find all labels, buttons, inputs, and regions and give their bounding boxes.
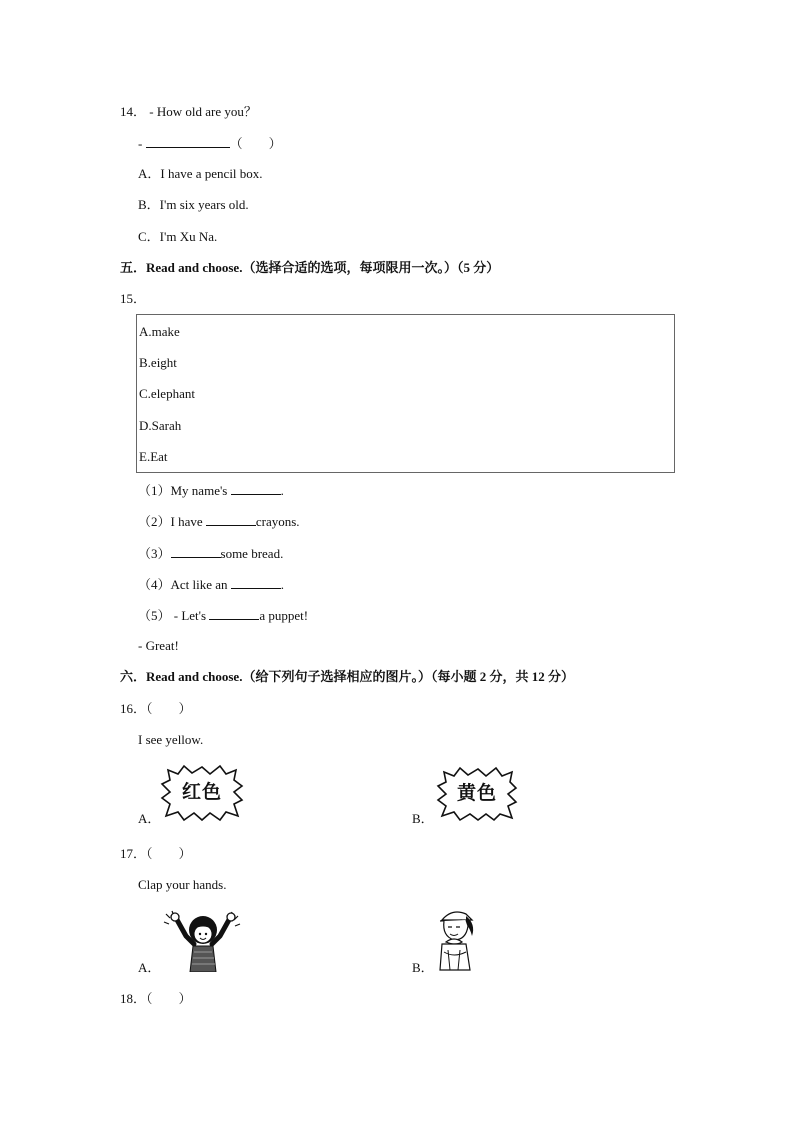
- sign-b-text: 黄色: [456, 782, 497, 804]
- section6-instruction: （给下列句子选择相应的图片。）（每小题 2 分，共 12 分）: [242, 669, 574, 684]
- word-bank-item: C.elephant: [139, 386, 195, 401]
- q15-item-1: [138, 482, 284, 499]
- section5-heading: [120, 260, 499, 276]
- q17-sentence: Clap your hands.: [138, 877, 227, 892]
- q15-reply: - Great!: [138, 638, 179, 653]
- q15-item-1-text: （1）My name's: [138, 483, 231, 498]
- q17-option-b-label[interactable]: B．: [412, 960, 434, 975]
- q14-answer-paren: （ ）: [229, 136, 282, 151]
- q18-question: 18．（ ）: [120, 991, 192, 1006]
- q14-option-c[interactable]: C．I'm Xu Na.: [138, 229, 218, 244]
- q15-word-bank: [136, 314, 675, 473]
- q17-question: 17．（ ）: [120, 846, 192, 861]
- q15-item-3-text: （3）: [138, 546, 171, 561]
- q15-item-1-blank[interactable]: [231, 482, 281, 495]
- q15-item-1-post: .: [280, 483, 284, 498]
- q16-question: 16．（ ）: [120, 701, 192, 716]
- q15-number: 15．: [120, 291, 147, 306]
- clapping-girl-image[interactable]: [160, 908, 246, 972]
- section6-title: Read and choose.: [146, 669, 243, 684]
- section5-instruction: （选择合适的选项，每项限用一次。）（5 分）: [242, 260, 500, 275]
- q15-item-5-post: a puppet!: [259, 608, 309, 623]
- q15-item-2-blank[interactable]: [206, 513, 256, 526]
- q15-item-3-blank[interactable]: [171, 545, 221, 558]
- q15-item-3: [138, 545, 283, 562]
- q14-answer-dash: -: [138, 136, 146, 151]
- q15-item-5: [138, 607, 308, 624]
- q14-option-a[interactable]: A．I have a pencil box.: [138, 166, 263, 181]
- sign-a-text: 红色: [181, 781, 222, 803]
- q15-item-4-text: （4）Act like an: [138, 577, 231, 592]
- q15-item-4-blank[interactable]: [231, 576, 281, 589]
- q15-item-3-post: some bread.: [220, 546, 284, 561]
- word-bank-item: D.Sarah: [139, 418, 182, 433]
- q15-item-2-text: （2）I have: [138, 514, 206, 529]
- q15-item-5-blank[interactable]: [209, 607, 259, 620]
- word-bank-item: E.Eat: [139, 449, 168, 464]
- q17-option-a-label[interactable]: A．: [138, 960, 161, 975]
- word-bank-item: A.make: [139, 324, 180, 339]
- red-color-sign-image[interactable]: [160, 764, 244, 822]
- q16-option-a-label[interactable]: A．: [138, 811, 161, 826]
- q15-item-4: [138, 576, 284, 593]
- q16-sentence: I see yellow.: [138, 732, 204, 747]
- q16-option-b-label[interactable]: B．: [412, 811, 434, 826]
- q15-item-2: [138, 513, 300, 530]
- child-with-cap-image[interactable]: [436, 906, 480, 972]
- q15-item-5-text: （5） - Let's: [138, 608, 210, 623]
- section5-title: Read and choose.: [146, 260, 243, 275]
- q14-question: 14． - How old are you？: [120, 104, 257, 119]
- clapping-girl-icon: [160, 908, 246, 972]
- yellow-color-sign-image[interactable]: [436, 766, 518, 822]
- child-with-cap-icon: [436, 906, 480, 972]
- section6-heading: [120, 669, 574, 685]
- q15-item-4-post: .: [280, 577, 285, 592]
- q14-answer-blank[interactable]: [146, 135, 230, 148]
- word-bank-item: B.eight: [139, 355, 177, 370]
- q15-item-2-post: crayons.: [255, 514, 300, 529]
- q14-answer-line: [138, 135, 282, 152]
- section5-number: 五．: [120, 260, 147, 275]
- section6-number: 六．: [120, 669, 147, 684]
- q14-option-b[interactable]: B．I'm six years old.: [138, 197, 249, 212]
